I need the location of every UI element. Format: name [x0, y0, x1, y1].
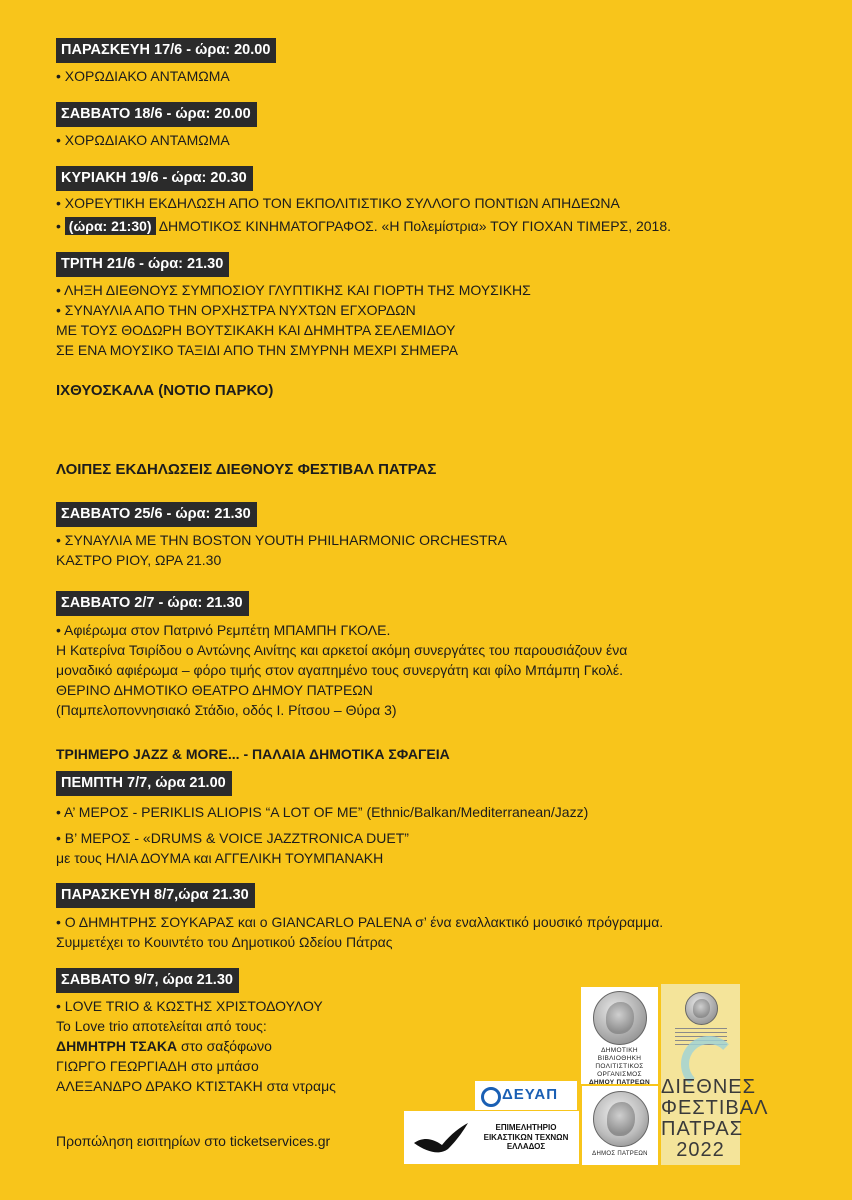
event-line: • ΛΗΞΗ ΔΙΕΘΝΟΥΣ ΣΥΜΠΟΣΙΟΥ ΓΛΥΠΤΙΚΗΣ ΚΑΙ ΓΙΟΡΤΗ ΤΗΣ ΜΟΥΣΙΚΗΣ: [56, 282, 531, 298]
event-line: ΓΙΩΡΓΟ ΓΕΩΡΓΙΑΔΗ στο μπάσο: [56, 1058, 259, 1074]
venue-title: ΙΧΘΥΟΣΚΑΛΑ (ΝΟΤΙΟ ΠΑΡΚΟ): [56, 382, 274, 399]
bird-icon: [412, 1119, 470, 1157]
festival-logo-line: ΠΑΤΡΑΣ: [661, 1118, 744, 1140]
coin-icon: [593, 991, 647, 1045]
event-header: ΤΡΙΤΗ 21/6 - ώρα: 21.30: [56, 252, 229, 277]
library-logo-line: ΔΗΜΟΤΙΚΗ ΒΙΒΛΙΟΘΗΚΗ: [597, 1047, 642, 1062]
drop-icon: [481, 1087, 501, 1107]
event-line: ΑΛΕΞΑΝΔΡΟ ΔΡΑΚΟ ΚΤΙΣΤΑΚΗ στα ντραμς: [56, 1078, 336, 1094]
chamber-logo-line: ΕΙΚΑΣΤΙΚΩΝ ΤΕΧΝΩΝ: [483, 1132, 569, 1142]
library-logo-line: ΠΟΛΙΤΙΣΤΙΚΟΣ: [595, 1063, 644, 1070]
presale-note: Προπώληση εισιτηρίων στο ticketservices.gr: [56, 1133, 331, 1149]
event-line: Το Love trio αποτελείται από τους:: [56, 1018, 267, 1034]
library-logo-line: ΔΗΜΟΥ ΠΑΤΡΕΩΝ: [588, 1079, 651, 1086]
deyap-label: ΔΕΥΑΠ: [502, 1086, 559, 1103]
municipality-logo-label: ΔΗΜΟΣ ΠΑΤΡΕΩΝ: [592, 1151, 648, 1157]
festival-logo: [661, 984, 769, 1165]
event-line: • Β’ ΜΕΡΟΣ - «DRUMS & VOICE JAZZTRONICA DUET”: [56, 830, 409, 846]
festival-logo-line: ΔΙΕΘΝΕΣ: [661, 1076, 756, 1098]
event-header: ΠΑΡΑΣΚΕΥΗ 17/6 - ώρα: 20.00: [56, 38, 276, 63]
event-line: Συμμετέχει το Κουιντέτο του Δημοτικού Ωδείου Πάτρας: [56, 934, 393, 950]
event-line: • LOVE TRIO & ΚΩΣΤΗΣ ΧΡΙΣΤΟΔΟΥΛΟΥ: [56, 998, 323, 1014]
event-line: • Αφιέρωμα στον Πατρινό Ρεμπέτη ΜΠΑΜΠΗ ΓΚΟΛΕ.: [56, 622, 391, 638]
deyap-logo: [475, 1081, 577, 1110]
chamber-logo-line: ΕΠΙΜΕΛΗΤΗΡΙΟ: [495, 1123, 557, 1132]
event-line-bold: [56, 1037, 272, 1055]
coin-icon: [593, 1091, 649, 1147]
event-line: • Α’ ΜΕΡΟΣ - PERIKLIS ALIOPIS “A LOT OF ME” (Ethnic/Balkan/Mediterranean/Jazz): [56, 804, 589, 820]
festival-logo-line: 2022: [676, 1139, 725, 1161]
performer-role: στο σαξόφωνο: [177, 1038, 272, 1054]
event-header: ΠΑΡΑΣΚΕΥΗ 8/7,ώρα 21.30: [56, 883, 255, 908]
event-header: ΚΥΡΙΑΚΗ 19/6 - ώρα: 20.30: [56, 166, 253, 191]
event-line-inline: • (ώρα: 21:30) ΔΗΜΟΤΙΚΟΣ ΚΙΝΗΜΑΤΟΓΡΑΦΟΣ. «Η Πολεμίστρια» ΤΟΥ ΓΙΟΧΑΝ ΤΙΜΕΡΣ, 2018.: [56, 218, 672, 234]
event-line: ΚΑΣΤΡΟ ΡΙΟΥ, ΩΡΑ 21.30: [56, 552, 222, 568]
library-logo: [581, 987, 658, 1084]
inline-text: ΔΗΜΟΤΙΚΟΣ ΚΙΝΗΜΑΤΟΓΡΑΦΟΣ. «Η Πολεμίστρια» ΤΟΥ ΓΙΟΧΑΝ ΤΙΜΕΡΣ, 2018.: [158, 218, 672, 234]
library-logo-line: ΟΡΓΑΝΙΣΜΟΣ: [597, 1071, 642, 1078]
festival-logo-line: ΦΕΣΤΙΒΑΛ: [661, 1097, 769, 1119]
performer-name: ΔΗΜΗΤΡΗ ΤΣΑΚΑ: [56, 1038, 178, 1054]
chamber-logo-line: ΕΛΛΑΔΟΣ: [506, 1142, 546, 1151]
event-line: Η Κατερίνα Τσιρίδου ο Αντώνης Αινίτης και αρκετοί ακόμη συνεργάτες του παρουσιάζουν ένα: [56, 642, 628, 658]
event-line: μοναδικό αφιέρωμα – φόρο τιμής στον αγαπημένο τους συνεργάτη και φίλο Μπάμπη Γκολέ.: [56, 662, 623, 678]
event-line: • ΣΥΝΑΥΛΙΑ ΑΠΟ ΤΗΝ ΟΡΧΗΣΤΡΑ ΝΥΧΤΩΝ ΕΓΧΟΡΔΩΝ: [56, 302, 416, 318]
event-header: ΣΑΒΒΑΤΟ 18/6 - ώρα: 20.00: [56, 102, 257, 127]
municipality-logo: [582, 1086, 658, 1165]
event-line: • ΧΟΡΩΔΙΑΚΟ ΑΝΤΑΜΩΜΑ: [56, 132, 230, 148]
event-header: ΣΑΒΒΑΤΟ 9/7, ώρα 21.30: [56, 968, 239, 993]
coin-icon: [685, 992, 718, 1025]
event-line: ΣΕ ΕΝΑ ΜΟΥΣΙΚΟ ΤΑΞΙΔΙ ΑΠΟ ΤΗΝ ΣΜΥΡΝΗ ΜΕΧΡΙ ΣΗΜΕΡΑ: [56, 342, 458, 358]
event-header: ΣΑΒΒΑΤΟ 2/7 - ώρα: 21.30: [56, 591, 249, 616]
event-line: • Ο ΔΗΜΗΤΡΗΣ ΣΟΥΚΑΡΑΣ και ο GIANCARLO PALENA σ’ ένα εναλλακτικό μουσικό πρόγραμμα.: [56, 914, 664, 930]
chamber-logo: [404, 1111, 579, 1164]
event-header: ΣΑΒΒΑΤΟ 25/6 - ώρα: 21.30: [56, 502, 257, 527]
event-line: ΜΕ ΤΟΥΣ ΘΟΔΩΡΗ ΒΟΥΤΣΙΚΑΚΗ ΚΑΙ ΔΗΜΗΤΡΑ ΣΕΛΕΜΙΔΟΥ: [56, 322, 456, 338]
event-line: • ΧΟΡΩΔΙΑΚΟ ΑΝΤΑΜΩΜΑ: [56, 68, 230, 84]
event-line: (Παμπελοποννησιακό Στάδιο, οδός Ι. Ρίτσου – Θύρα 3): [56, 702, 397, 718]
other-events-title: ΛΟΙΠΕΣ ΕΚΔΗΛΩΣΕΙΣ ΔΙΕΘΝΟΥΣ ΦΕΣΤΙΒΑΛ ΠΑΤΡΑΣ: [56, 461, 437, 478]
event-line: • ΧΟΡΕΥΤΙΚΗ ΕΚΔΗΛΩΣΗ ΑΠΟ ΤΟΝ ΕΚΠΟΛΙΤΙΣΤΙΚΟ ΣΥΛΛΟΓΟ ΠΟΝΤΙΩΝ ΑΠΗΔΕΩΝΑ: [56, 195, 620, 211]
event-line: ΘΕΡΙΝΟ ΔΗΜΟΤΙΚΟ ΘΕΑΤΡΟ ΔΗΜΟΥ ΠΑΤΡΕΩΝ: [56, 682, 373, 698]
event-header: ΠΕΜΠΤΗ 7/7, ώρα 21.00: [56, 771, 232, 796]
event-line: με τους ΗΛΙΑ ΔΟΥΜΑ και ΑΓΓΕΛΙΚΗ ΤΟΥΜΠΑΝΑΚΗ: [56, 850, 384, 866]
event-line: • ΣΥΝΑΥΛΙΑ ΜΕ ΤΗΝ BOSTON YOUTH PHILHARMONIC ORCHESTRA: [56, 532, 508, 548]
jazz-title: ΤΡΙΗΜΕΡΟ JAZZ & MORE... - ΠΑΛΑΙΑ ΔΗΜΟΤΙΚΑ ΣΦΑΓΕΙΑ: [56, 746, 450, 762]
inline-time: (ώρα: 21:30): [65, 217, 156, 235]
